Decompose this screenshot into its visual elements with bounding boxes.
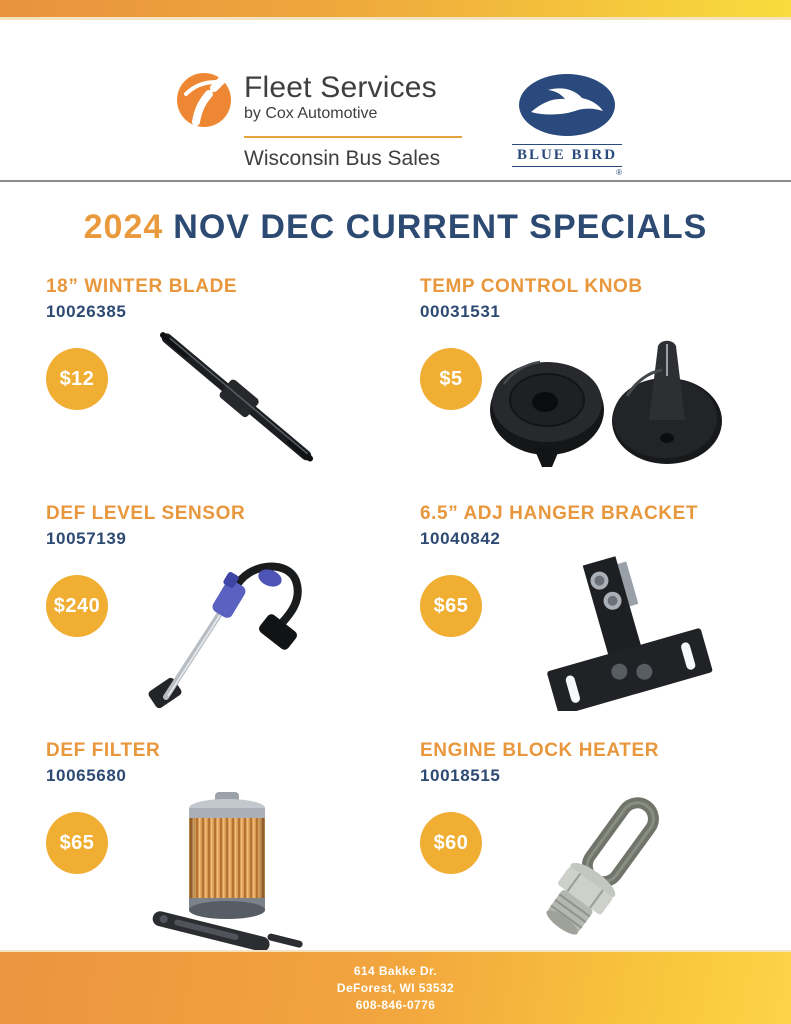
page-title-text: NOV DEC CURRENT SPECIALS [173,208,708,246]
product-part-number: 10057139 [46,529,127,548]
fleet-services-logo-icon [176,72,232,128]
registered-trademark: ® [616,168,622,177]
price-badge: $65 [46,812,108,874]
product-image-engine-block-heater [512,788,687,953]
product-name: 18” WINTER BLADE [46,276,238,297]
top-accent-bar [0,0,791,20]
price-badge: $12 [46,348,108,410]
product-card [46,740,391,951]
footer-address-line2: DeForest, WI 53532 [336,980,455,995]
product-card [46,503,391,714]
product-name: ENGINE BLOCK HEATER [420,740,660,761]
brand-title: Fleet Services [244,71,437,104]
price-badge: $60 [420,812,482,874]
product-name: TEMP CONTROL KNOB [420,276,643,297]
product-card [420,740,765,951]
product-body [46,786,391,951]
header-divider-line [0,180,791,182]
product-image-adj-hanger-bracket [516,551,716,711]
product-name: DEF FILTER [46,740,161,761]
footer [0,950,791,1024]
product-name: 6.5” ADJ HANGER BRACKET [420,503,699,524]
product-part-number: 10040842 [420,529,501,548]
product-image-winter-blade [134,324,339,474]
footer-address-line1: 614 Bakke Dr. [353,963,438,978]
brand-subtitle: by Cox Automotive [244,105,378,122]
product-card [46,276,391,487]
price-badge: $240 [46,575,108,637]
page-title [0,208,791,247]
bluebird-wordmark: BLUE BIRD [512,144,622,167]
product-card [420,503,765,714]
footer-phone: 608-846-0776 [355,997,436,1012]
product-part-number: 10065680 [46,766,127,785]
page-title-year: 2024 [83,208,164,246]
price-badge: $5 [420,348,482,410]
product-card [420,276,765,487]
product-body [420,322,765,487]
brand-divider [244,136,462,138]
brand-division: Wisconsin Bus Sales [244,147,441,170]
product-image-def-filter [142,788,312,960]
bluebird-logo-icon [517,72,617,138]
header [0,20,791,180]
product-part-number: 00031531 [420,302,501,321]
product-image-def-level-sensor [136,551,321,711]
fleet-services-brand [176,72,462,171]
product-body [420,786,765,951]
bluebird-brand [512,72,622,177]
product-body [46,322,391,487]
product-image-temp-control-knob [482,324,732,474]
product-name: DEF LEVEL SENSOR [46,503,246,524]
brand-text-block [244,72,462,171]
product-part-number: 10026385 [46,302,127,321]
price-badge: $65 [420,575,482,637]
product-body [420,549,765,714]
product-body [46,549,391,714]
product-part-number: 10018515 [420,766,501,785]
